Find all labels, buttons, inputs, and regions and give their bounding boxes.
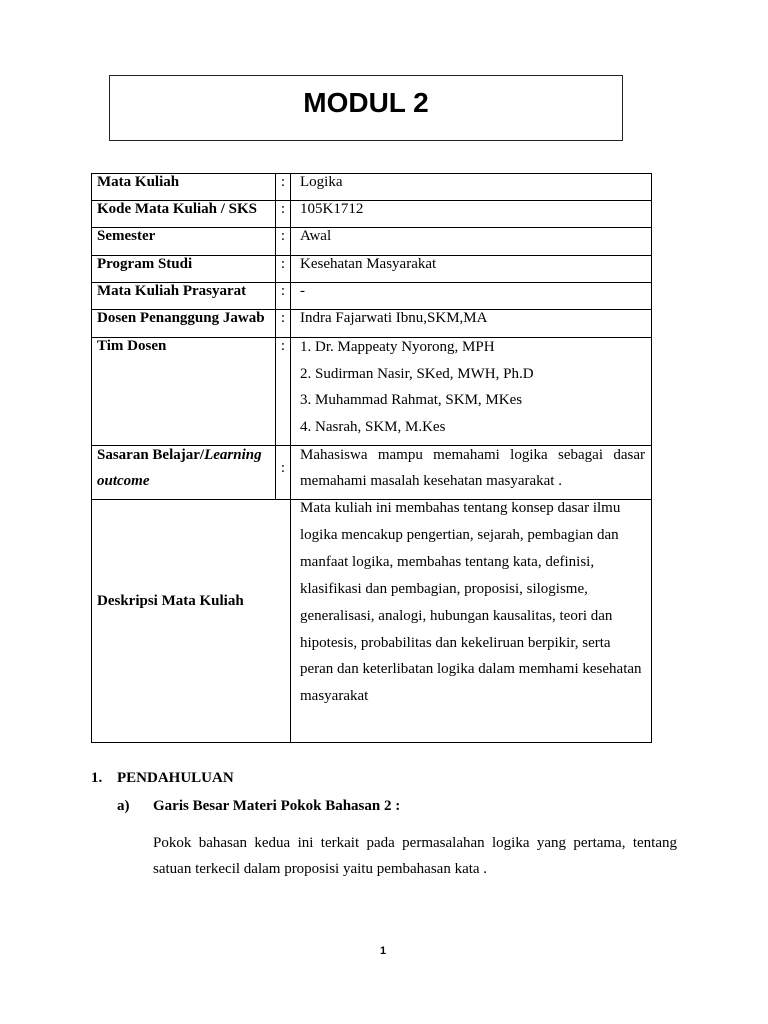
team-label: Tim Dosen [92,338,276,446]
description-value-cell [291,500,652,743]
learning-outcome-label [97,446,271,494]
prerequisite-separator: : [276,283,291,310]
program-separator: : [276,256,291,283]
team-member: 2. Sudirman Nasir, SKed, MWH, Ph.D [300,365,534,382]
coordinator-value: Indra Fajarwati Ibnu,SKM,MA [291,310,652,338]
program-label: Program Studi [92,256,276,283]
learning-outcome-value-cell [291,446,652,500]
team-value [291,338,652,446]
page-number: 1 [379,945,387,957]
semester-value: Awal [291,228,652,256]
team-member: 1. Dr. Mappeaty Nyorong, MPH [300,339,495,355]
module-title-box [109,75,623,141]
team-member: 4. Nasrah, SKM, M.Kes [300,419,446,436]
module-title: MODUL 2 [303,87,429,118]
learning-outcome-label-cell [92,446,276,500]
section-number: 1. [91,770,103,786]
learning-outcome-separator: : [276,446,291,500]
subsection-marker: a) [117,798,130,814]
program-value: Kesehatan Masyarakat [291,256,652,283]
learning-outcome-label-italic: Learning outcome [97,447,262,489]
team-member: 3. Muhammad Rahmat, SKM, MKes [300,392,523,409]
learning-outcome-label-text: Sasaran Belajar/ [97,447,205,463]
section-heading: PENDAHULUAN [117,770,234,786]
learning-outcome-value: Mahasiswa mampu memahami logika sebagai dasar memahami masalah kesehatan masyarakat . [300,447,645,489]
prerequisite-label: Mata Kuliah Prasyarat [92,283,276,310]
coordinator-separator: : [276,310,291,338]
description-value: Mata kuliah ini membahas tentang konsep dasar ilmu logika mencakup pengertian, sejarah, pembagian dan manfaat logika, membahas tentang kata, definisi, klasifikasi dan pembagian, proposisi, silogisme, generalisasi, analogi, hubungan kausalitas, teori dan hipotesis, probabilitas dan kekeliruan berpikir, serta peran dan keterlibatan logika dalam memhami kesehatan masyarakat [300,500,642,705]
semester-separator: : [276,228,291,256]
subsection-heading: Garis Besar Materi Pokok Bahasan 2 : [153,798,401,814]
description-label: Deskripsi Mata Kuliah [92,500,291,743]
course-code-separator: : [276,201,291,228]
prerequisite-value: - [291,283,652,310]
course-info-table [91,173,652,743]
semester-label: Semester [92,228,276,256]
course-code-value: 105K1712 [291,201,652,228]
course-code-label: Kode Mata Kuliah / SKS [92,201,276,228]
course-separator: : [276,174,291,201]
course-label: Mata Kuliah [92,174,276,201]
coordinator-label: Dosen Penanggung Jawab [92,310,276,338]
course-value: Logika [291,174,652,201]
team-separator: : [276,338,291,446]
team-member-list [300,338,645,441]
subsection-paragraph: Pokok bahasan kedua ini terkait pada permasalahan logika yang pertama, tentang satuan terkecil dalam proposisi yaitu pembahasan kata . [153,835,677,877]
